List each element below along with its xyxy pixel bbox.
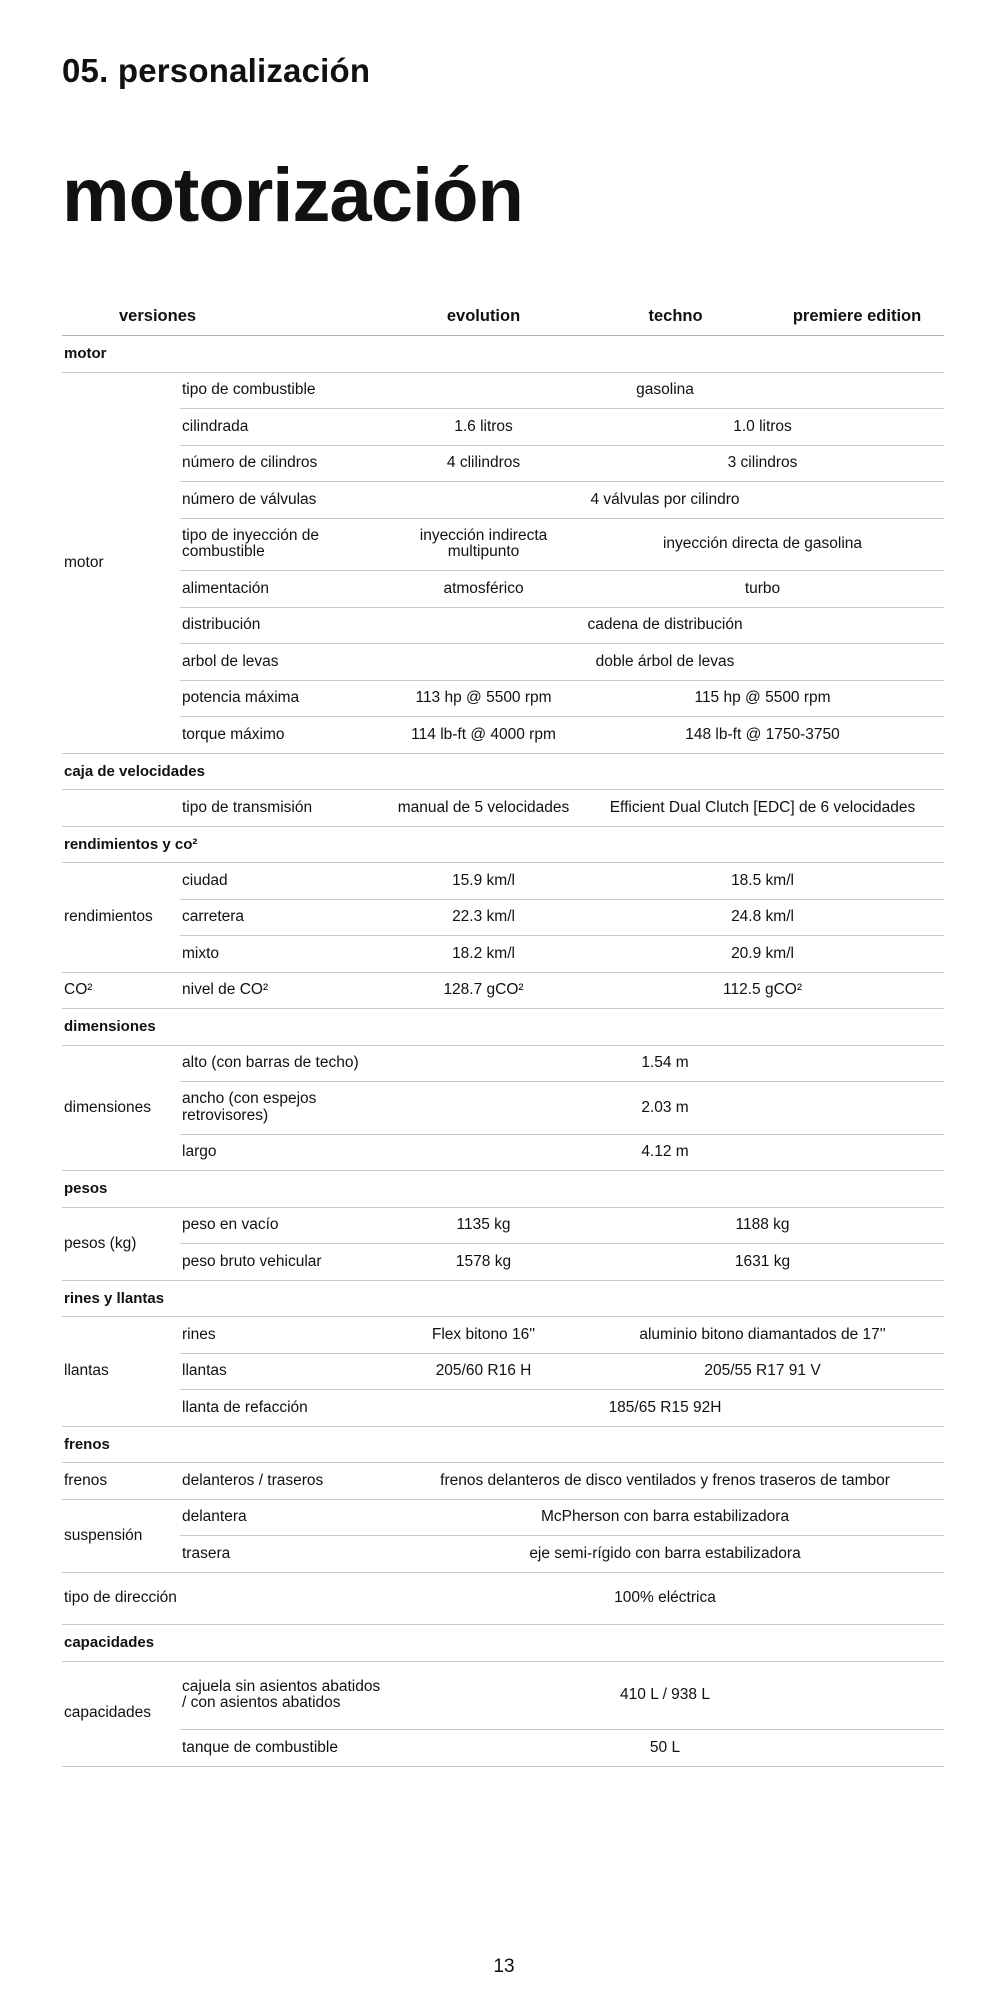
header-premiere-edition: premiere edition — [770, 297, 944, 336]
table-row — [62, 1536, 944, 1573]
row-value: 4.12 m — [386, 1134, 944, 1171]
section-title: 05. personalización — [62, 52, 371, 89]
table-row — [62, 372, 944, 409]
value-evolution: atmosférico — [386, 571, 581, 608]
value-evolution: 22.3 km/l — [386, 899, 581, 936]
value-evolution: 205/60 R16 H — [386, 1353, 581, 1390]
row-label: potencia máxima — [180, 680, 386, 717]
group-label-frenos: frenos — [62, 1463, 180, 1500]
table-row — [62, 1463, 944, 1500]
table-row — [62, 1499, 944, 1536]
table-row — [62, 863, 944, 900]
row-value: 2.03 m — [386, 1082, 944, 1135]
table-row — [62, 482, 944, 519]
row-label: largo — [180, 1134, 386, 1171]
row-value: cadena de distribución — [386, 607, 944, 644]
section-row-caja — [62, 753, 944, 790]
value-techno-premiere: 148 lb-ft @ 1750-3750 — [581, 717, 944, 754]
table-row — [62, 1082, 944, 1135]
value-techno-premiere: 115 hp @ 5500 rpm — [581, 680, 944, 717]
value-techno-premiere: 1.0 litros — [581, 409, 944, 446]
table-row — [62, 936, 944, 973]
row-label: llanta de refacción — [180, 1390, 386, 1427]
section-heading: rendimientos y co² — [62, 826, 944, 863]
table-row — [62, 1045, 944, 1082]
table-row — [62, 790, 944, 827]
table-row — [62, 1244, 944, 1281]
row-value: 100% eléctrica — [386, 1572, 944, 1625]
table-row — [62, 607, 944, 644]
section-heading: motor — [62, 336, 944, 373]
row-value: doble árbol de levas — [386, 644, 944, 681]
row-label: carretera — [180, 899, 386, 936]
section-row-capacidades — [62, 1625, 944, 1662]
row-value: 1.54 m — [386, 1045, 944, 1082]
table-row — [62, 1207, 944, 1244]
table-row — [62, 644, 944, 681]
group-label-motor: motor — [62, 372, 180, 753]
row-label: ancho (con espejos retrovisores) — [180, 1082, 386, 1135]
page-number: 13 — [493, 1956, 515, 1977]
row-label: delantera — [180, 1499, 386, 1536]
table-row — [62, 1661, 944, 1730]
row-label: rines — [180, 1317, 386, 1354]
value-techno-premiere: 1188 kg — [581, 1207, 944, 1244]
group-label-dimensiones: dimensiones — [62, 1045, 180, 1171]
header-techno: techno — [581, 297, 770, 336]
row-label: número de válvulas — [180, 482, 386, 519]
section-heading: rines y llantas — [62, 1280, 944, 1317]
header-versions: versiones — [62, 297, 386, 336]
row-label: peso en vacío — [180, 1207, 386, 1244]
table-row — [62, 409, 944, 446]
value-techno-premiere: 112.5 gCO² — [581, 972, 944, 1009]
row-label: nivel de CO² — [180, 972, 386, 1009]
group-label-empty — [62, 790, 180, 827]
row-label: alto (con barras de techo) — [180, 1045, 386, 1082]
value-evolution: 4 clilindros — [386, 445, 581, 482]
section-heading: dimensiones — [62, 1009, 944, 1046]
table-row — [62, 717, 944, 754]
row-value: frenos delanteros de disco ventilados y frenos traseros de tambor — [386, 1463, 944, 1500]
value-evolution: manual de 5 velocidades — [386, 790, 581, 827]
table-row — [62, 1730, 944, 1767]
table-row — [62, 518, 944, 571]
row-label: cajuela sin asientos abatidos / con asientos abatidos — [180, 1661, 386, 1730]
group-label-direccion: tipo de dirección — [62, 1572, 180, 1625]
value-evolution: inyección indirecta multipunto — [386, 518, 581, 571]
table-row — [62, 1390, 944, 1427]
row-label: torque máximo — [180, 717, 386, 754]
specifications-table — [62, 297, 944, 1767]
row-label: tanque de combustible — [180, 1730, 386, 1767]
table-row — [62, 1572, 944, 1625]
row-label-empty — [180, 1572, 386, 1625]
row-label: arbol de levas — [180, 644, 386, 681]
group-label-capacidades: capacidades — [62, 1661, 180, 1766]
row-label: distribución — [180, 607, 386, 644]
group-label-co2: CO² — [62, 972, 180, 1009]
table-row — [62, 1353, 944, 1390]
section-heading: frenos — [62, 1426, 944, 1463]
table-row — [62, 899, 944, 936]
section-row-rendimientos — [62, 826, 944, 863]
header-evolution: evolution — [386, 297, 581, 336]
value-techno-premiere: Efficient Dual Clutch [EDC] de 6 velocidades — [581, 790, 944, 827]
table-row — [62, 571, 944, 608]
table-row — [62, 680, 944, 717]
row-label: tipo de transmisión — [180, 790, 386, 827]
section-row-dimensiones — [62, 1009, 944, 1046]
group-label-suspension: suspensión — [62, 1499, 180, 1572]
row-value: gasolina — [386, 372, 944, 409]
value-evolution: 114 lb-ft @ 4000 rpm — [386, 717, 581, 754]
table-header-row — [62, 297, 944, 336]
value-techno-premiere: turbo — [581, 571, 944, 608]
value-evolution: 15.9 km/l — [386, 863, 581, 900]
section-row-rines — [62, 1280, 944, 1317]
value-evolution: 1135 kg — [386, 1207, 581, 1244]
group-label-rendimientos: rendimientos — [62, 863, 180, 973]
section-row-motor — [62, 336, 944, 373]
section-heading: capacidades — [62, 1625, 944, 1662]
row-label: delanteros / traseros — [180, 1463, 386, 1500]
row-value: McPherson con barra estabilizadora — [386, 1499, 944, 1536]
value-techno-premiere: 205/55 R17 91 V — [581, 1353, 944, 1390]
section-row-frenos — [62, 1426, 944, 1463]
value-techno-premiere: 3 cilindros — [581, 445, 944, 482]
table-row — [62, 1317, 944, 1354]
group-label-llantas: llantas — [62, 1317, 180, 1427]
page-title: motorización — [62, 153, 523, 238]
row-value: 185/65 R15 92H — [386, 1390, 944, 1427]
value-evolution: 1.6 litros — [386, 409, 581, 446]
value-techno-premiere: 24.8 km/l — [581, 899, 944, 936]
row-label: mixto — [180, 936, 386, 973]
table-row — [62, 1134, 944, 1171]
row-label: llantas — [180, 1353, 386, 1390]
value-evolution: 18.2 km/l — [386, 936, 581, 973]
row-label: trasera — [180, 1536, 386, 1573]
row-label: cilindrada — [180, 409, 386, 446]
row-label: peso bruto vehicular — [180, 1244, 386, 1281]
section-heading: caja de velocidades — [62, 753, 944, 790]
section-heading: pesos — [62, 1171, 944, 1208]
row-label: número de cilindros — [180, 445, 386, 482]
row-label: ciudad — [180, 863, 386, 900]
row-label: tipo de combustible — [180, 372, 386, 409]
group-label-pesos: pesos (kg) — [62, 1207, 180, 1280]
value-evolution: Flex bitono 16'' — [386, 1317, 581, 1354]
value-evolution: 113 hp @ 5500 rpm — [386, 680, 581, 717]
table-row — [62, 445, 944, 482]
row-value: 410 L / 938 L — [386, 1661, 944, 1730]
value-techno-premiere: 20.9 km/l — [581, 936, 944, 973]
row-value: 50 L — [386, 1730, 944, 1767]
row-label: alimentación — [180, 571, 386, 608]
table-row — [62, 972, 944, 1009]
value-evolution: 128.7 gCO² — [386, 972, 581, 1009]
section-row-pesos — [62, 1171, 944, 1208]
value-evolution: 1578 kg — [386, 1244, 581, 1281]
value-techno-premiere: 1631 kg — [581, 1244, 944, 1281]
value-techno-premiere: 18.5 km/l — [581, 863, 944, 900]
row-value: eje semi-rígido con barra estabilizadora — [386, 1536, 944, 1573]
row-label: tipo de inyección de combustible — [180, 518, 386, 571]
value-techno-premiere: inyección directa de gasolina — [581, 518, 944, 571]
value-techno-premiere: aluminio bitono diamantados de 17'' — [581, 1317, 944, 1354]
row-value: 4 válvulas por cilindro — [386, 482, 944, 519]
